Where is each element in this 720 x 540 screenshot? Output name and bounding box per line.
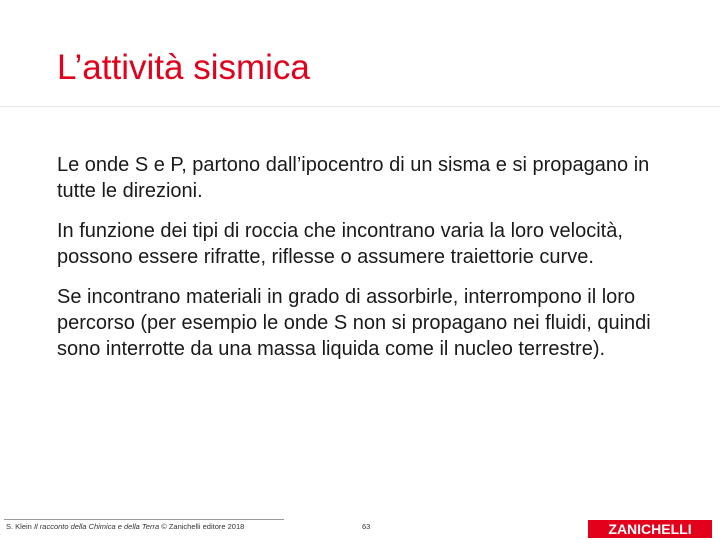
- footer-book-title: Il racconto della Chimica e della Terra: [33, 522, 160, 531]
- footer-publisher: © Zanichelli editore 2018: [159, 522, 245, 531]
- zanichelli-logo: ZANICHELLI: [588, 520, 712, 538]
- footer-author: S. Klein: [6, 522, 34, 531]
- slide-title: L’attività sismica: [57, 48, 310, 87]
- title-divider: [0, 106, 720, 107]
- paragraph-waves-propagation: Le onde S e P, partono dall’ipocentro di un sisma e si propagano in tutte le direzioni.: [57, 154, 650, 202]
- footer-divider: [4, 519, 284, 520]
- paragraph-rock-types: In funzione dei tipi di roccia che incontrano varia la loro velocità, possono essere rifratte, riflesse o assumere traiettorie curve.: [57, 220, 623, 268]
- footer-credit: [6, 522, 244, 532]
- page-number: 63: [362, 522, 371, 531]
- slide-body: [57, 152, 657, 376]
- paragraph-absorbing-materials: Se incontrano materiali in grado di assorbirle, interrompono il loro percorso (per esempio le onde S non si propagano nei fluidi, quindi sono interrotte da una massa liquida come il nucleo terrestre).: [57, 286, 651, 360]
